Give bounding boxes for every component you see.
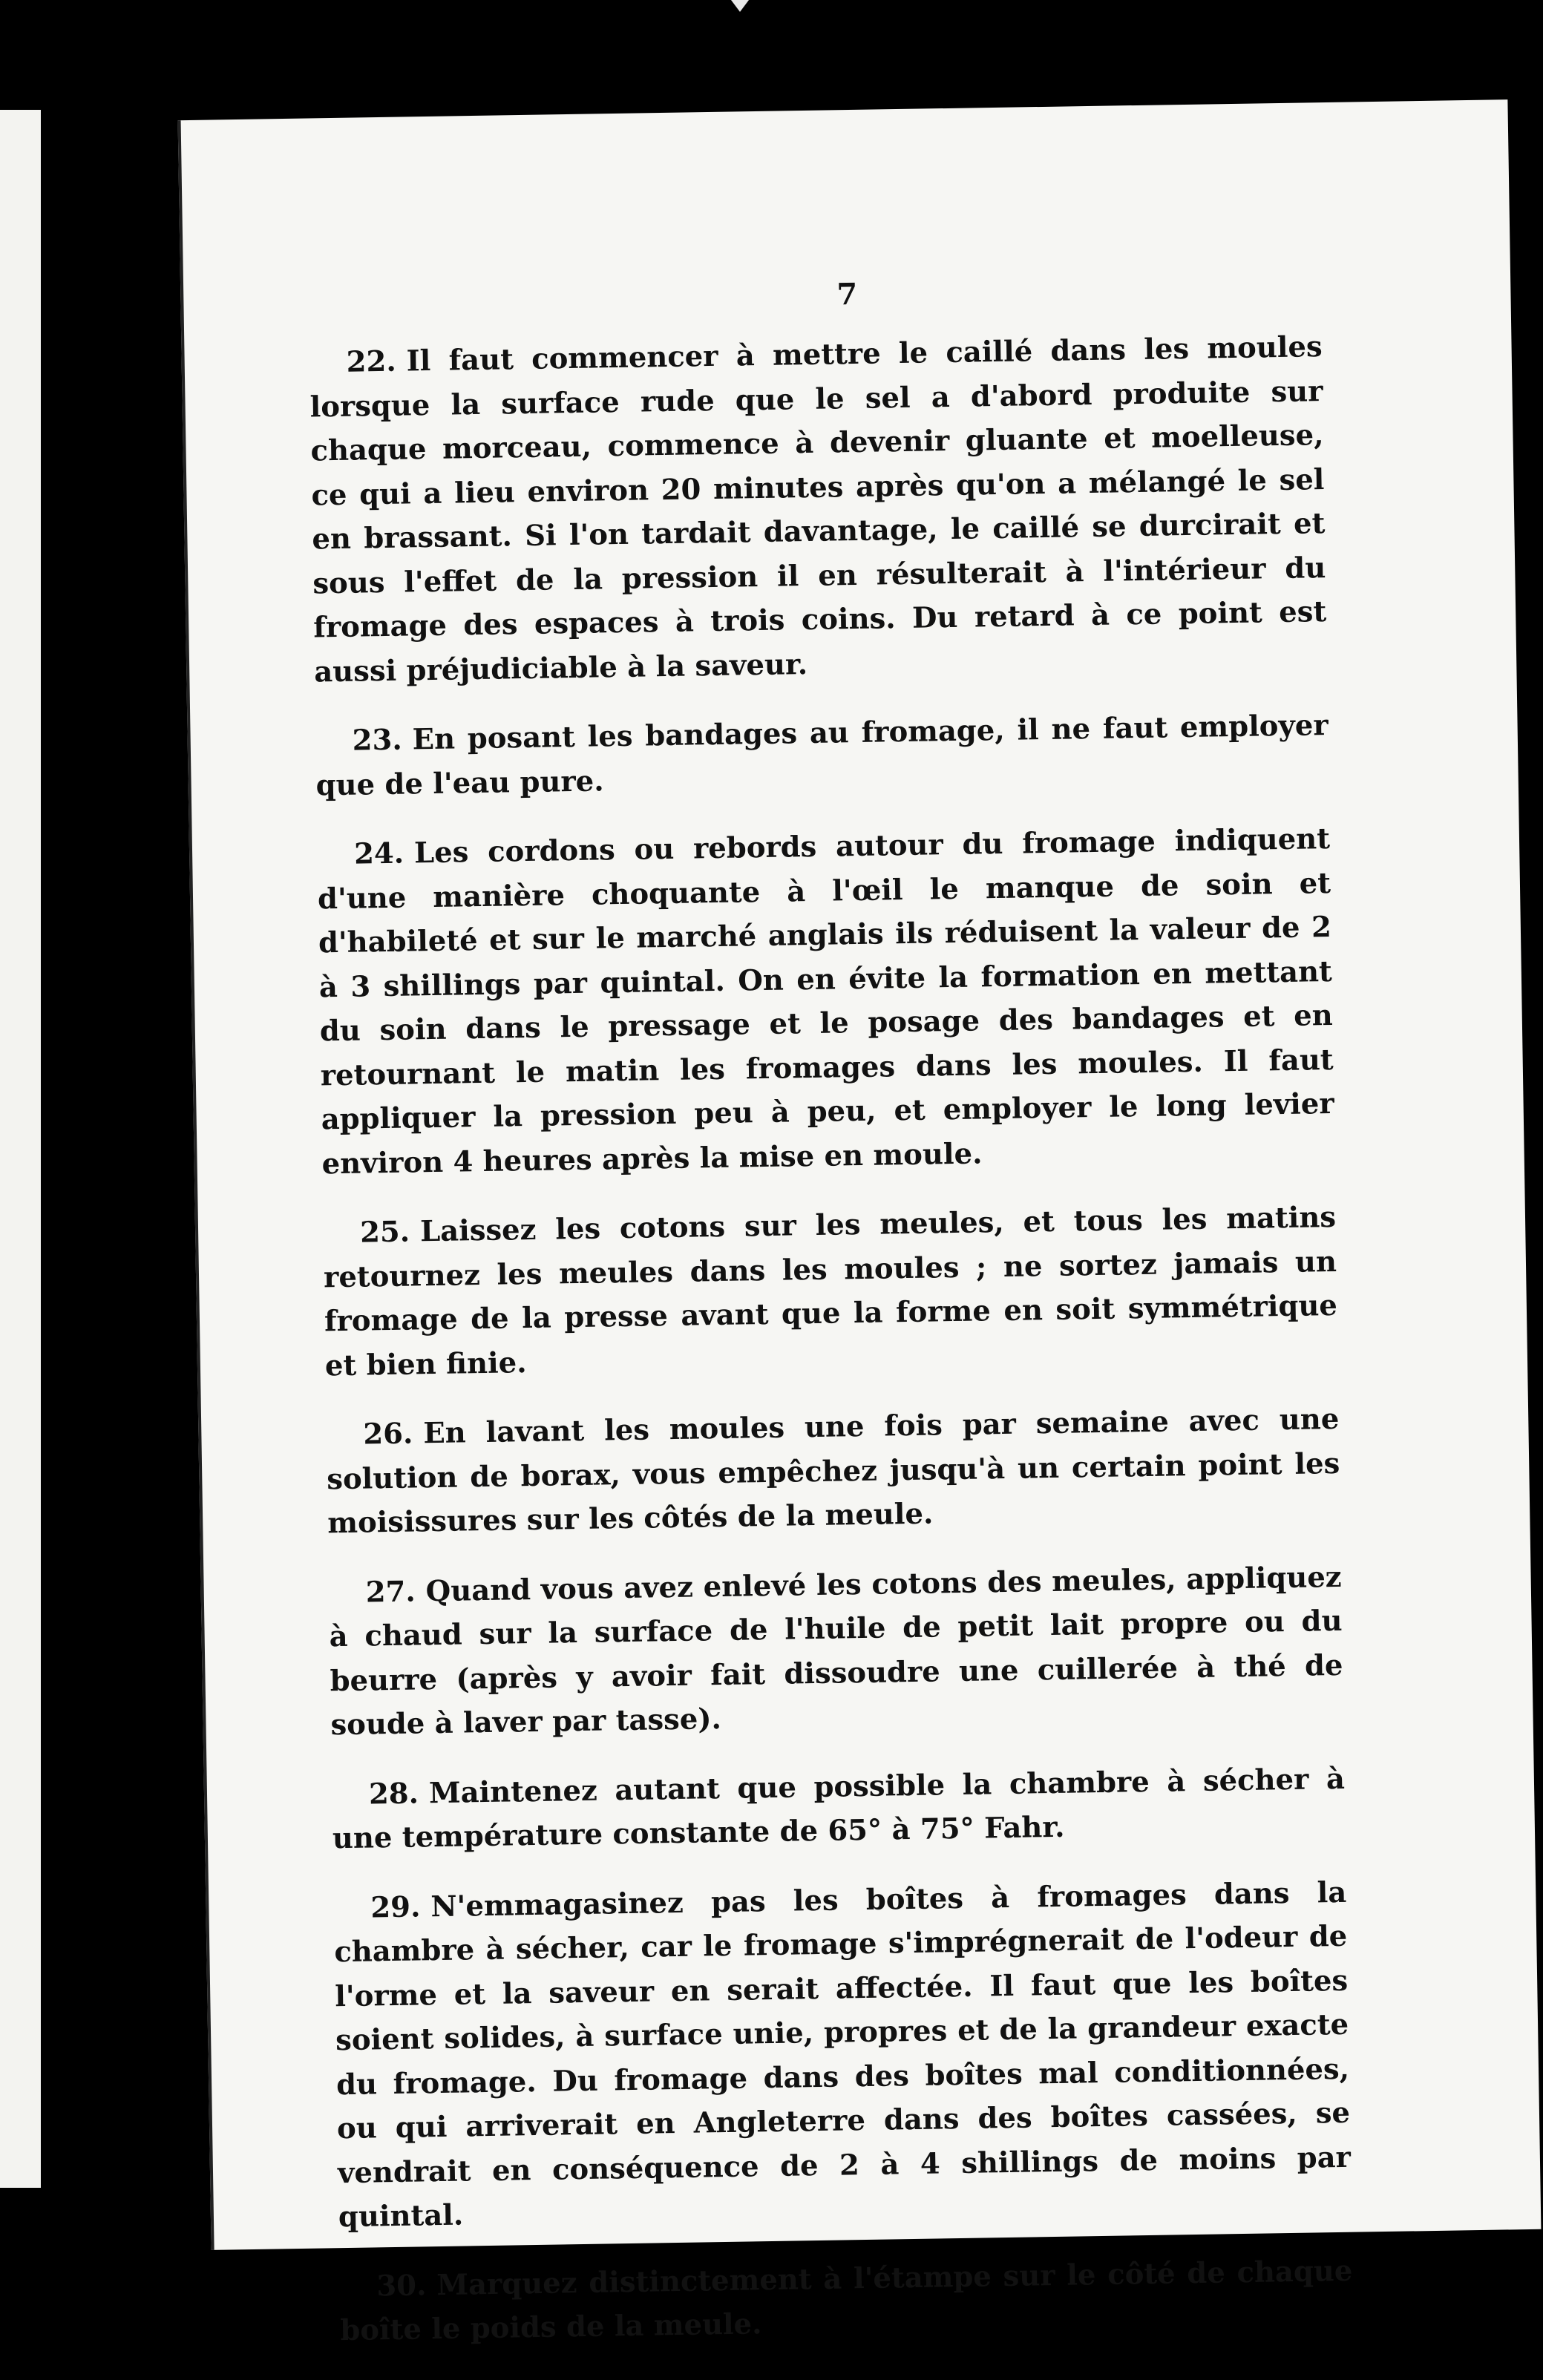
- paragraph-text: Laissez les cotons sur les meules, et tous les matins retournez les meules dans les moules ; ne sortez jamais un fromage de la presse avant que la forme en soit symmétrique et bien finie.: [323, 1200, 1338, 1383]
- paragraph-number: 25.: [359, 1215, 410, 1250]
- paragraph-25: [323, 1196, 1339, 1388]
- paragraph-text: Marquez distinctement à l'étampe sur le côté de chaque boîte le poids de la meule.: [340, 2254, 1353, 2348]
- paragraph-text: En posant les bandages au fromage, il ne faut employer que de l'eau pure.: [315, 709, 1329, 802]
- paragraph-text: Il faut commencer à mettre le caillé dans les moules lorsque la surface rude que le sel a d'abord produite sur chaque morceau, commence à devenir gluante et moelleuse, ce qui a lieu environ 20 minutes après qu'on a mélangé le sel en brassant. Si l'on tardait davantage, le caillé se durcirait et sous l'effet de la pression il en résulterait à l'intérieur du fromage des espaces à trois coins. Du retard à ce point est aussi préjudiciable à la saveur.: [309, 330, 1327, 689]
- paragraph-26: [326, 1397, 1341, 1546]
- paragraph-number: 30.: [376, 2268, 427, 2303]
- paragraph-number: 26.: [363, 1417, 413, 1452]
- paragraph-23: [315, 704, 1329, 807]
- paragraph-number: 27.: [365, 1574, 416, 1610]
- scan-edge-mark: [731, 0, 749, 12]
- paragraph-text: Les cordons ou rebords autour du fromage indiquent d'une manière choquante à l'œil le manque de soin et d'habileté et sur le marché anglais ils réduisent la valeur de 2 à 3 shillings par quintal. On en évite la formation en mettant du soin dans le pressage et le posage des bandages et en retournant le matin les fromages dans les moules. Il faut appliquer la pression peu à peu, et employer le long levier environ 4 heures après la mise en moule.: [317, 822, 1334, 1181]
- paragraph-29: [333, 1870, 1352, 2239]
- page-number: 7: [836, 276, 858, 312]
- paragraph-number: 28.: [368, 1776, 419, 1811]
- paragraph-number: 23.: [352, 723, 403, 758]
- paragraph-text: Maintenez autant que possible la chambre à sécher à une température constante de 65° à 75° Fahr.: [332, 1762, 1346, 1856]
- paragraph-number: 24.: [353, 836, 404, 871]
- paragraph-number: 22.: [346, 344, 397, 379]
- body-text: [309, 325, 1354, 2379]
- paragraph-number: 29.: [370, 1889, 421, 1924]
- document-page: [178, 99, 1542, 2348]
- paragraph-text: N'emmagasinez pas les boîtes à fromages dans la chambre à sécher, car le fromage s'imprégnerait de l'odeur de l'orme et la saveur en serait affectée. Il faut que les boîtes soient solides, à surface unie, propres et de la grandeur exacte du fromage. Du fromage dans des boîtes mal conditionnées, ou qui arriverait en Angleterre dans des boîtes cassées, se vendrait en conséquence de 2 à 4 shillings de moins par quintal.: [334, 1875, 1352, 2235]
- paragraph-24: [317, 817, 1335, 1186]
- facing-page-edge: [0, 110, 41, 2188]
- paragraph-22: [309, 325, 1327, 694]
- paragraph-30: [339, 2249, 1354, 2353]
- paragraph-28: [332, 1757, 1346, 1861]
- paragraph-text: En lavant les moules une fois par semaine avec une solution de borax, vous empêchez jusqu'à un certain point les moisissures sur les côtés de la meule.: [327, 1402, 1340, 1541]
- paragraph-text: Quand vous avez enlevé les cotons des meules, appliquez à chaud sur la surface de l'huile de petit lait propre ou du beurre (après y avoir fait dissoudre une cuillerée à thé de soude à laver par tasse).: [329, 1560, 1343, 1743]
- paragraph-27: [328, 1555, 1344, 1747]
